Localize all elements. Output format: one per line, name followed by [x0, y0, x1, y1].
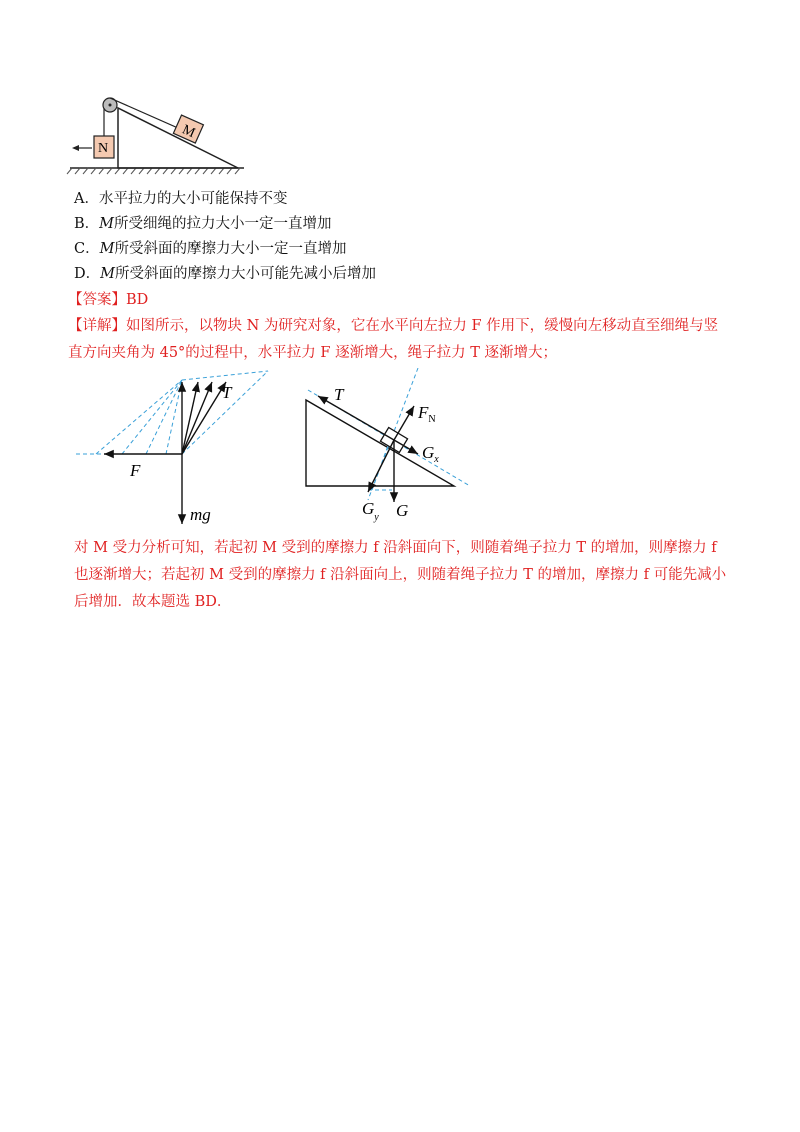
normal-force-label: $F_N$	[418, 403, 436, 425]
option-a-text: 水平拉力的大小可能保持不变	[98, 191, 288, 207]
option-b	[74, 214, 332, 234]
tension-t-label: T	[222, 383, 232, 402]
option-c	[74, 239, 346, 259]
gravity-g-label: G	[396, 501, 409, 520]
incline-tension-t-label: T	[334, 385, 344, 404]
explanation-label: 【详解】	[68, 318, 126, 334]
explanation-paragraph-2	[74, 535, 734, 616]
option-d-letter: D．	[74, 266, 101, 282]
block-m-label: M	[179, 122, 198, 142]
option-b-var: M	[99, 216, 115, 232]
weight-mg-label: mg	[190, 505, 211, 524]
option-d-var: M	[100, 266, 115, 282]
option-c-letter: C．	[74, 241, 100, 257]
option-c-text: 所受斜面的摩擦力大小一定一直增加	[114, 241, 347, 257]
incline-pulley-figure	[66, 88, 256, 178]
option-d-text: 所受斜面的摩擦力大小可能先减小后增加	[115, 266, 376, 282]
explanation-text-1: 如图所示，以物块 N 为研究对象，它在水平向左拉力 F 作用下，缓慢向左移动直至细绳与竖直方向夹角为 45°的过程中，水平拉力 F 逐渐增大，绳子拉力 T 逐渐增大；	[68, 318, 719, 361]
option-b-text: 所受细绳的拉力大小一定一直增加	[114, 216, 332, 232]
explanation-paragraph-1	[68, 313, 728, 367]
answer-label: 【答案】	[68, 292, 126, 308]
option-a	[74, 189, 287, 209]
option-b-letter: B．	[74, 216, 100, 232]
option-c-var: M	[99, 241, 115, 257]
answer-value: BD	[126, 292, 149, 308]
gy-label: $G_y$	[362, 499, 379, 523]
answer-line	[68, 290, 148, 310]
block-n-label: N	[98, 141, 109, 156]
gx-label: $G_x$	[422, 443, 439, 465]
option-a-letter: A．	[74, 191, 99, 207]
incline-force-figure	[298, 368, 478, 528]
option-d	[74, 264, 376, 284]
force-f-label: F	[130, 461, 141, 480]
explanation-text-2: 对 M 受力分析可知，若起初 M 受到的摩擦力 f 沿斜面向下，则随着绳子拉力 T 的增加，则摩擦力 f 也逐渐增大；若起初 M 受到的摩擦力 f 沿斜面向上，则随着绳子拉力 T 的增加，摩擦力 f 可能先减小后增加．故本题选 BD．	[74, 540, 727, 610]
force-triangle-figure	[74, 368, 284, 533]
